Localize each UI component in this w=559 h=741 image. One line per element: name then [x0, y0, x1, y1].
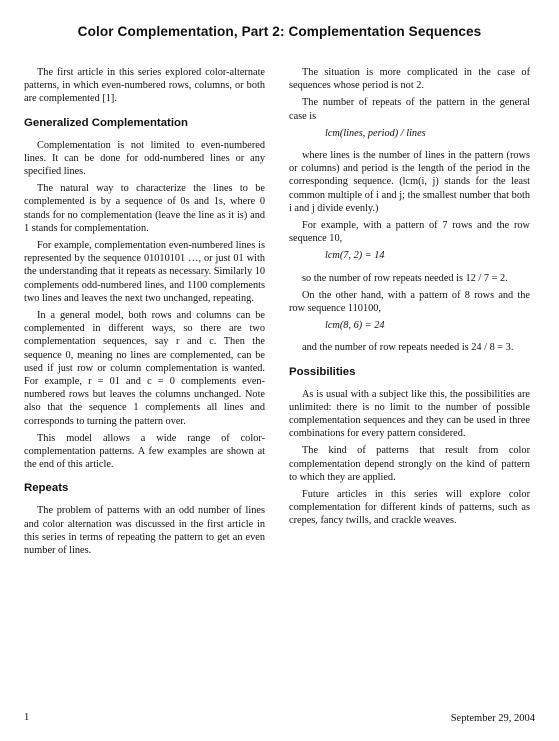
- footer-date: September 29, 2004: [450, 713, 535, 724]
- paragraph: For example, with a pattern of 7 rows and the row sequence 10,: [289, 220, 530, 245]
- paragraph: so the number of row repeats needed is 12 / 7 = 2.: [302, 272, 508, 284]
- paragraph: As is usual with a subject like this, the possibilities are unlimited: there is no limit to the number of possible complementation sequences and they can be used in three combinations for every pattern considered.: [289, 388, 530, 440]
- formula: lcm(7, 2) = 14: [325, 250, 385, 262]
- paragraph: In a general model, both rows and columns can be complemented in different ways, so there are two complementation sequences, say r and c. Then the sequence 0, meaning no lines are complemented, can be used if just row or column complementation is wanted. For example, r = 01 and c = 0 complements even-numbered rows but leaves the columns unchanged. Note also that the sequence 1 complements all lines and corresponds to turning the pattern over.: [24, 310, 265, 427]
- formula: lcm(8, 6) = 24: [325, 320, 385, 332]
- paragraph: On the other hand, with a pattern of 8 rows and the row sequence 110100,: [289, 289, 530, 315]
- paragraph: The problem of patterns with an odd number of lines and color alternation was discussed in the first article in this series in terms of repeating the pattern to get an even number of lines.: [24, 505, 265, 557]
- section-heading: Generalized Complementation: [24, 116, 188, 129]
- paragraph: The first article in this series explored color-alternate patterns, in which even-numbered rows, columns, or both are complemented [1].: [24, 67, 265, 105]
- paragraph: This model allows a wide range of color-complementation patterns. A few examples are shown at the end of this article.: [24, 432, 265, 471]
- page-number: 1: [24, 712, 30, 723]
- right-column: [289, 66, 530, 532]
- paragraph: The situation is more complicated in the case of sequences whose period is not 2.: [289, 67, 530, 92]
- paragraph: For example, complementation even-numbered lines is represented by the sequence 01010101 …, or just 01 with the understanding that it repeats as necessary. Similarly 10 complements odd-numbered lines, and 1100 complements two lines and leaves the next two unchanged, repeating.: [24, 240, 265, 304]
- paragraph: The number of repeats of the pattern in the general case is: [289, 97, 530, 122]
- section-heading: Repeats: [24, 482, 69, 495]
- formula: lcm(lines, period) / lines: [325, 127, 426, 139]
- left-column: [24, 66, 265, 561]
- paragraph: and the number of row repeats needed is 24 / 8 = 3.: [302, 342, 514, 354]
- section-heading: Possibilities: [289, 365, 356, 378]
- page-title: Color Complementation, Part 2: Complementation Sequences: [77, 24, 482, 39]
- paragraph: Future articles in this series will explore color complementation for different kinds of patterns, such as crepes, fancy twills, and crackle weaves.: [289, 489, 530, 527]
- paragraph: Complementation is not limited to even-numbered lines. It can be done for odd-numbered lines or any specified lines.: [24, 139, 265, 178]
- paragraph: where lines is the number of lines in the pattern (rows or columns) and period is the length of the period in the corresponding sequence. (lcm(i, j) stands for the least common multiple of i and j; the smallest number that both i and j divide evenly.): [289, 150, 530, 214]
- paragraph: The kind of patterns that result from color complementation depend strongly on the kind of pattern to which they are applied.: [289, 445, 530, 483]
- paragraph: The natural way to characterize the lines to be complemented is by a sequence of 0s and 1s, where 0 stands for no complementation (leave the line as it is) and 1 stands for complementation.: [24, 183, 265, 234]
